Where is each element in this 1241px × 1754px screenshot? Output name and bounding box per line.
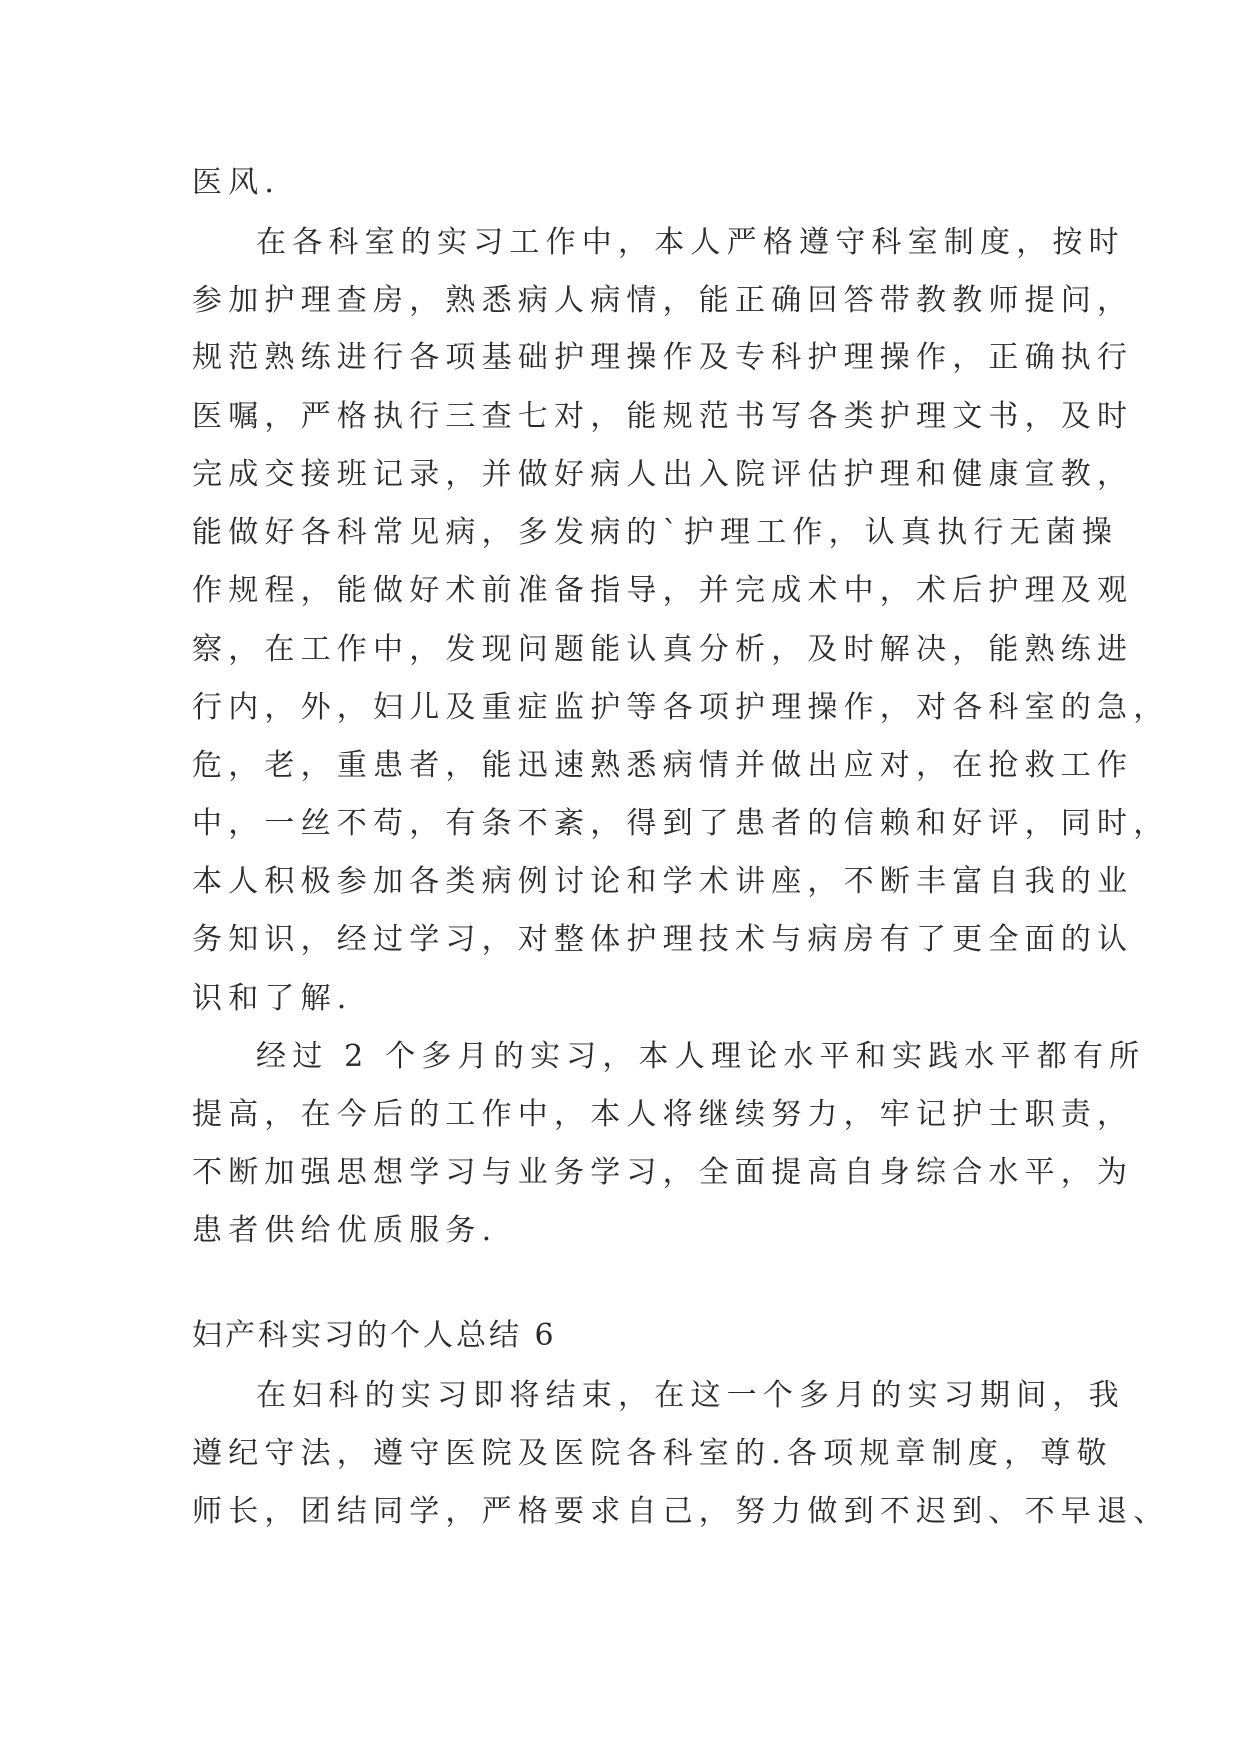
paragraph-line: 作规程，能做好术前准备指导，并完成术中，术后护理及观 <box>192 573 1134 608</box>
paragraph-line: 完成交接班记录，并做好病人出入院评估护理和健康宣教， <box>192 457 1134 492</box>
paragraph-line: 参加护理查房，熟悉病人病情，能正确回答带教教师提问， <box>192 283 1134 318</box>
paragraph-line: 遵纪守法，遵守医院及医院各科室的.各项规章制度，尊敬 <box>192 1436 1113 1471</box>
paragraph-line: 医嘱，严格执行三查七对，能规范书写各类护理文书，及时 <box>192 399 1134 434</box>
paragraph-line: 危，老，重患者，能迅速熟悉病情并做出应对，在抢救工作 <box>192 748 1134 783</box>
paragraph-line: 行内，外，妇儿及重症监护等各项护理操作，对各科室的急， <box>192 690 1170 725</box>
paragraph-line: 师长，团结同学，严格要求自己，努力做到不迟到、不早退、 <box>192 1494 1170 1529</box>
paragraph-line: 察，在工作中，发现问题能认真分析，及时解决，能熟练进 <box>192 632 1134 667</box>
paragraph-line: 识和了解. <box>192 981 353 1016</box>
paragraph-line: 在妇科的实习即将结束，在这一个多月的实习期间，我 <box>256 1378 1125 1413</box>
paragraph-line: 医风. <box>192 165 281 200</box>
paragraph-line: 提高，在今后的工作中，本人将继续努力，牢记护士职责， <box>192 1097 1134 1132</box>
paragraph-line: 在各科室的实习工作中，本人严格遵守科室制度，按时 <box>256 225 1125 260</box>
paragraph-line: 规范熟练进行各项基础护理操作及专科护理操作，正确执行 <box>192 340 1134 375</box>
paragraph-line: 本人积极参加各类病例讨论和学术讲座，不断丰富自我的业 <box>192 864 1134 899</box>
paragraph-line: 务知识，经过学习，对整体护理技术与病房有了更全面的认 <box>192 922 1134 957</box>
paragraph-line: 不断加强思想学习与业务学习，全面提高自身综合水平，为 <box>192 1155 1134 1190</box>
paragraph-line: 患者供给优质服务. <box>192 1213 498 1248</box>
section-heading: 妇产科实习的个人总结 6 <box>192 1318 557 1353</box>
paragraph-line: 能做好各科常见病，多发病的`护理工作，认真执行无菌操 <box>192 515 1119 550</box>
paragraph-line: 中，一丝不苟，有条不紊，得到了患者的信赖和好评，同时， <box>192 806 1170 841</box>
paragraph-line: 经过 2 个多月的实习，本人理论水平和实践水平都有所 <box>256 1039 1146 1074</box>
